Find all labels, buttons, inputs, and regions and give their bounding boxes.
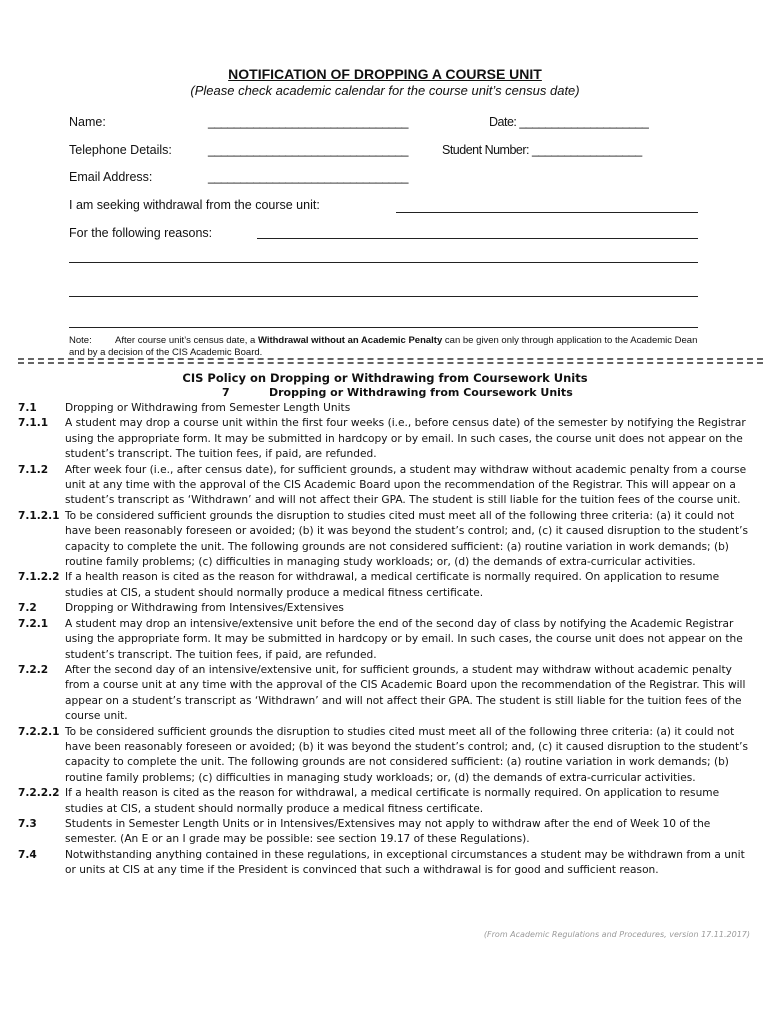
clause-text: Dropping or Withdrawing from Semester Length Units <box>65 402 351 414</box>
clause-number: 7.3 <box>18 817 37 830</box>
reasons-label: For the following reasons: <box>69 226 213 240</box>
clause-text: If a health reason is cited as the reason for withdrawal, a medical certificate is normally required. On application to resume studies at CIS, a student should normally produce a medical fitness certificate. <box>65 571 720 599</box>
clause-text: To be considered sufficient grounds the disruption to studies cited must meet all of the following three criteria: (a) it could not have been reasonably foreseen or avoided; (b) it was beyond the student’s control; and, (c) it caused disruption to the student’s capacity to complete the unit. The following grounds are not considered sufficient: (a) routine variation in work demands; (b) routine family problems; (c) difficulties in managing study workloads; or, (d) the demands of extra-curricular activities. <box>65 509 748 569</box>
policy-title: CIS Policy on Dropping or Withdrawing from Coursework Units <box>182 371 588 385</box>
section-divider <box>18 358 763 364</box>
clause-number: 7.1.2.2 <box>18 571 60 584</box>
telephone-field[interactable]: _______________________________ <box>208 143 409 157</box>
clause-number: 7.2.2.2 <box>18 787 60 800</box>
email-label: Email Address: <box>69 170 153 184</box>
withdrawal-label: I am seeking withdrawal from the course unit: <box>69 198 320 212</box>
clause-text: A student may drop a course unit within the first four weeks (i.e., before census date) of the semester by notifying the Registrar using the appropriate form. It may be submitted in hardcopy or by email. In such cases, the course unit does not appear on the student’s transcript. The tuition fees, if paid, are refunded. <box>65 417 746 461</box>
clause-text: After week four (i.e., after census date), for sufficient grounds, a student may withdraw without academic penalty from a course unit at any time with the approval of the CIS Academic Board upon the recommendation of the Registrar. This will appear on a student’s transcript as ‘Withdrawn’ and will not affect their GPA. The student is still liable for the tuition fees of the course unit. <box>65 463 747 507</box>
clause-number: 7.2.2.1 <box>18 725 60 738</box>
clause-text: After the second day of an intensive/extensive unit, for sufficient grounds, a student may withdraw without academic penalty from a course unit at any time with the approval of the CIS Academic Board upon the recommendation of the Registrar. This will appear on a student’s transcript as ‘Withdrawn’ and will not affect their GPA. The student is still liable for the tuition fees of the course unit. <box>65 663 746 723</box>
policy-clause <box>18 570 758 601</box>
form-subtitle: (Please check academic calendar for the course unit’s census date) <box>190 83 580 98</box>
note-text-after: can be given only through application to the Academic Dean and by a decision of the CIS Academic Board. <box>69 335 698 358</box>
reasons-line-2[interactable] <box>69 262 698 263</box>
clause-number: 7.1.2 <box>18 463 49 476</box>
clause-text: Students in Semester Length Units or in Intensives/Extensives may not apply to withdraw after the end of Week 10 of the semester. (An E or an I grade may be possible: see section 19.17 of these Regulations). <box>65 817 711 846</box>
form-title: NOTIFICATION OF DROPPING A COURSE UNIT <box>228 66 542 82</box>
policy-clause <box>18 817 758 848</box>
clause-text: If a health reason is cited as the reason for withdrawal, a medical certificate is normally required. On application to resume studies at CIS, a student should normally produce a medical fitness certificate. <box>65 787 720 815</box>
policy-clause <box>18 663 758 725</box>
policy-clause <box>18 725 758 787</box>
clause-number: 7.2.1 <box>18 617 49 630</box>
clause-number: 7.1 <box>18 402 37 414</box>
note-text-bold: Withdrawal without an Academic Penalty <box>257 335 443 346</box>
policy-clauses <box>18 401 758 879</box>
reasons-line-1[interactable] <box>257 238 698 239</box>
policy-clause <box>18 463 758 509</box>
name-label: Name: <box>69 115 106 129</box>
clause-number: 7.2.2 <box>18 663 49 676</box>
policy-clause <box>18 848 758 879</box>
section-title: Dropping or Withdrawing from Coursework Units <box>269 386 573 399</box>
policy-clause <box>18 401 758 416</box>
clause-number: 7.4 <box>18 848 37 861</box>
source-citation: (From Academic Regulations and Procedures, version 17.11.2017) <box>483 930 750 939</box>
policy-clause <box>18 601 758 616</box>
clause-number: 7.2 <box>18 602 37 615</box>
clause-text: A student may drop an intensive/extensive unit before the end of the second day of class by notifying the Academic Registrar using the appropriate form. It may be submitted in hardcopy or by email. In such cases, the course unit does not appear on the student’s transcript. The tuition fees, if paid, are refunded. <box>65 617 743 661</box>
clause-number: 7.1.2.1 <box>18 509 60 522</box>
name-field[interactable]: _______________________________ <box>208 115 409 129</box>
note-tag: Note: <box>69 335 92 346</box>
date-field[interactable]: Date: ____________________ <box>489 115 649 129</box>
clause-text: To be considered sufficient grounds the disruption to studies cited must meet all of the following three criteria: (a) it could not have been reasonably foreseen or avoided; (b) it was beyond the student’s control; and, (c) it caused disruption to the student’s capacity to complete the unit. The following grounds are not considered sufficient: (a) routine variation in work demands; (b) routine family problems; (c) difficulties in managing study workloads; or, (d) the demands of extra-curricular activities. <box>65 725 748 784</box>
telephone-label: Telephone Details: <box>69 143 172 157</box>
clause-text: Dropping or Withdrawing from Intensives/Extensives <box>65 602 344 615</box>
course-unit-line[interactable] <box>396 212 698 213</box>
clause-text: Notwithstanding anything contained in these regulations, in exceptional circumstances a student may be withdrawn from a unit or units at CIS at any time if the President is convinced that such a withdrawal is for good and sufficient reason. <box>65 848 745 877</box>
policy-clause <box>18 416 758 462</box>
student-number-field[interactable]: Student Number: _________________ <box>442 143 642 157</box>
note-text-before: After course unit’s census date, a <box>115 335 258 346</box>
reasons-line-4[interactable] <box>69 327 698 328</box>
policy-clause <box>18 786 758 817</box>
clause-number: 7.1.1 <box>18 417 49 430</box>
section-number: 7 <box>222 386 230 399</box>
reasons-line-3[interactable] <box>69 296 698 297</box>
census-note <box>69 335 709 358</box>
email-field[interactable]: _______________________________ <box>208 170 409 184</box>
policy-clause <box>18 509 758 571</box>
policy-clause <box>18 617 758 663</box>
